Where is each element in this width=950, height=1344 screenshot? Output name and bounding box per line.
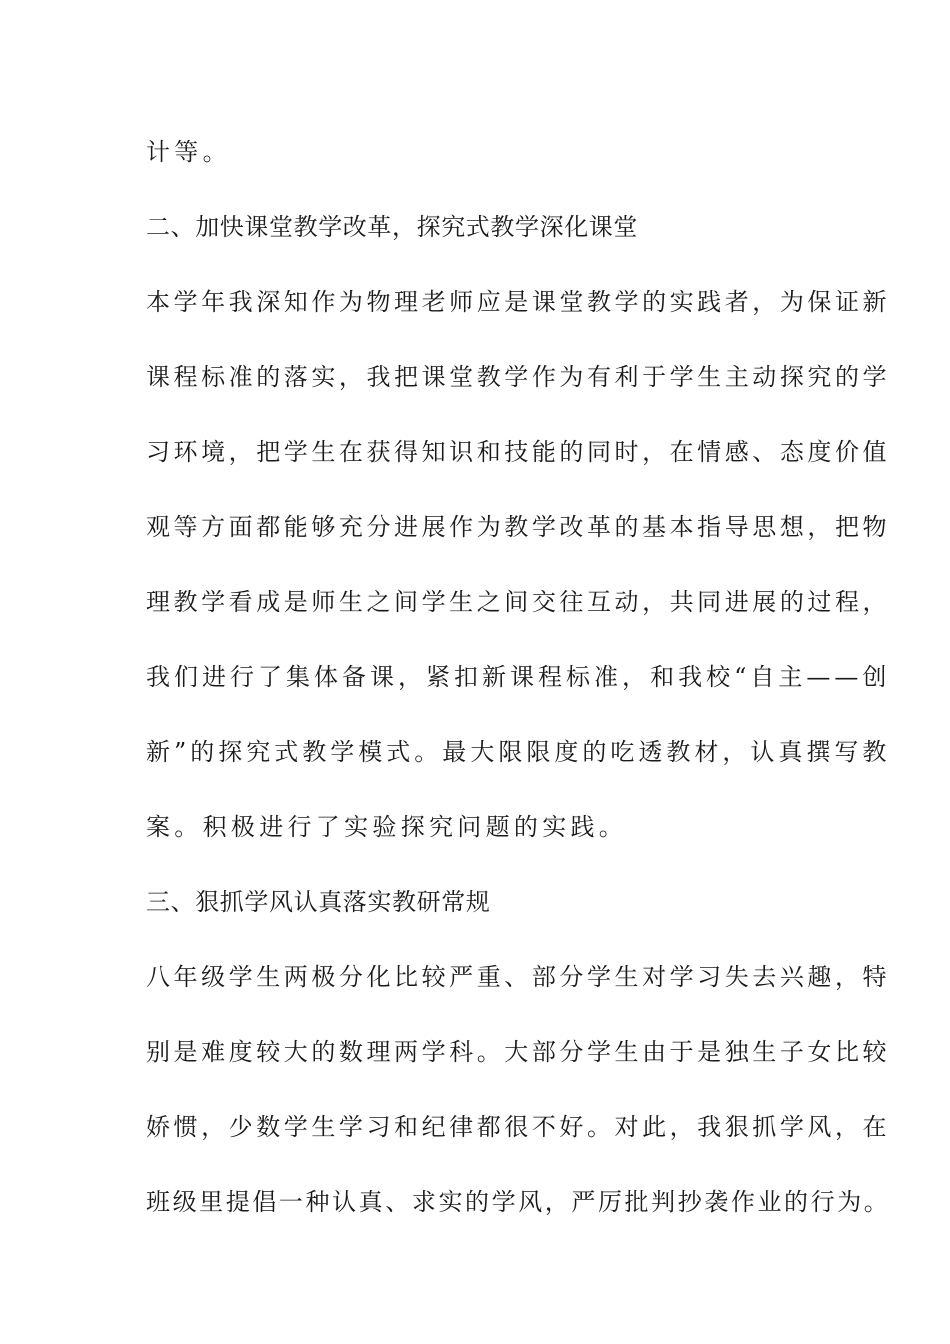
paragraph-line: 新”的探究式教学模式。最大限限度的吃透教材，认真撰写教 — [146, 738, 891, 766]
section-heading-2: 二、加快课堂教学改革，探究式教学深化课堂 — [146, 213, 638, 241]
paragraph-line: 案。积极进行了实验探究问题的实践。 — [146, 813, 628, 841]
paragraph-line: 计等。 — [146, 138, 231, 166]
paragraph-line: 八年级学生两极分化比较严重、部分学生对学习失去兴趣，特 — [146, 963, 891, 991]
paragraph-line: 本学年我深知作为物理老师应是课堂教学的实践者，为保证新 — [146, 288, 891, 316]
paragraph-line: 观等方面都能够充分进展作为教学改革的基本指导思想，把物 — [146, 513, 891, 541]
paragraph-line: 课程标准的落实，我把课堂教学作为有利于学生主动探究的学 — [146, 363, 891, 391]
paragraph-line: 理教学看成是师生之间学生之间交往互动，共同进展的过程， — [146, 588, 891, 616]
section-heading-3: 三、狠抓学风认真落实教研常规 — [146, 888, 491, 916]
paragraph-line: 班级里提倡一种认真、求实的学风，严厉批判抄袭作业的行为。 — [146, 1188, 891, 1216]
paragraph-line: 习环境，把学生在获得知识和技能的同时，在情感、态度价值 — [146, 438, 891, 466]
paragraph-line: 娇惯，少数学生学习和纪律都很不好。对此，我狠抓学风，在 — [146, 1113, 891, 1141]
paragraph-line: 我们进行了集体备课，紧扣新课程标准，和我校“自主——创 — [146, 663, 891, 691]
paragraph-line: 别是难度较大的数理两学科。大部分学生由于是独生子女比较 — [146, 1038, 891, 1066]
